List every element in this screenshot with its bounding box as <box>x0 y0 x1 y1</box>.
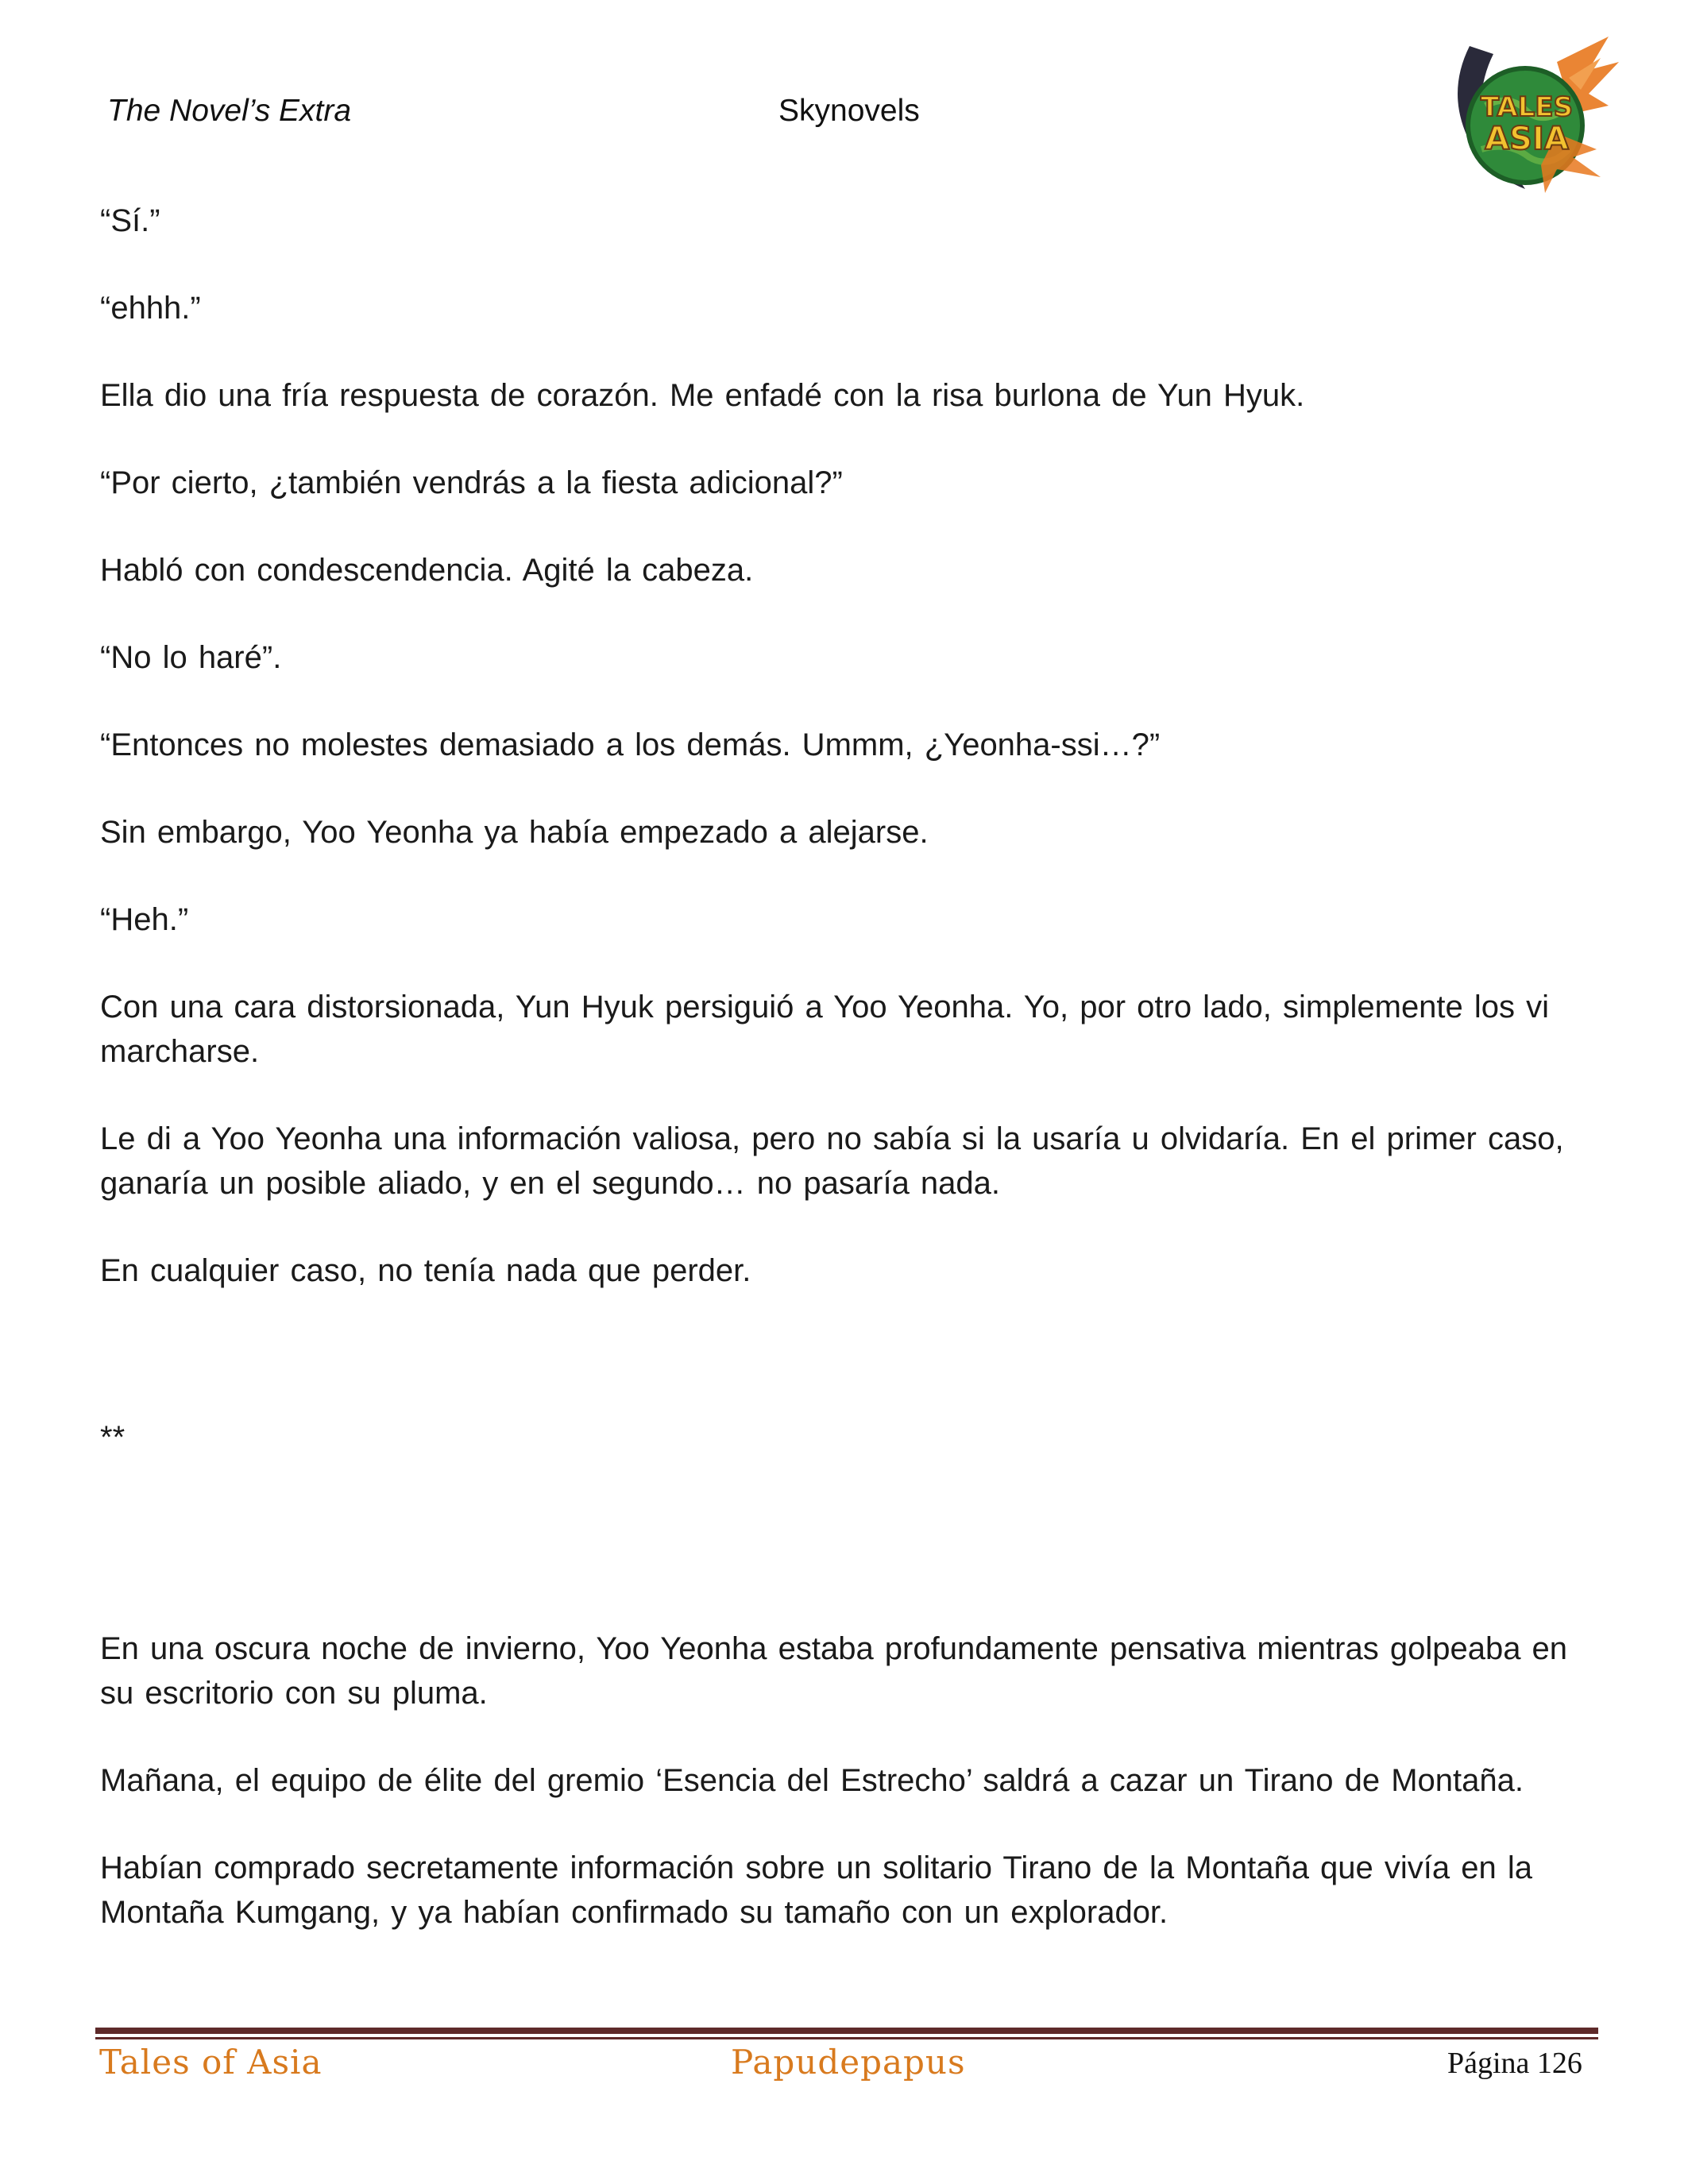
paragraph: “Por cierto, ¿también vendrás a la fiesta adicional?” <box>100 465 843 500</box>
paragraph: Ella dio una fría respuesta de corazón. Me enfadé con la risa burlona de Yun Hyuk. <box>100 378 1305 413</box>
paragraph: “ehhh.” <box>100 291 201 326</box>
paragraph: Habló con condescendencia. Agité la cabeza. <box>100 553 754 588</box>
paragraph: “Heh.” <box>100 902 189 937</box>
scene-separator: ** <box>100 1420 126 1455</box>
footer-divider <box>95 2028 1598 2034</box>
footer-translator: Papudepapus <box>731 2043 966 2082</box>
footer-group-name: Tales of Asia <box>99 2043 323 2082</box>
paragraph: En cualquier caso, no tenía nada que perder. <box>100 1253 751 1288</box>
tales-of-asia-logo <box>1438 30 1620 201</box>
paragraph: “Entonces no molestes demasiado a los demás. Ummm, ¿Yeonha-ssi…?” <box>100 727 1161 762</box>
paragraph: Mañana, el equipo de élite del gremio ‘Esencia del Estrecho’ saldrá a cazar un Tirano de Montaña. <box>100 1763 1524 1798</box>
paragraph: “No lo haré”. <box>100 640 282 675</box>
header-site-name: Skynovels <box>778 94 920 128</box>
header-book-title: The Novel’s Extra <box>107 94 352 128</box>
paragraph: “Sí.” <box>100 203 160 238</box>
chapter-body <box>100 199 1593 1978</box>
footer-divider-thin <box>95 2037 1598 2039</box>
paragraph: Sin embargo, Yoo Yeonha ya había empezado a alejarse. <box>100 815 929 850</box>
paragraph: Le di a Yoo Yeonha una información valiosa, pero no sabía si la usaría u olvidaría. En el primer caso, ganaría un posible aliado, y en el segundo… no pasaría nada. <box>100 1121 1564 1201</box>
paragraph: En una oscura noche de invierno, Yoo Yeonha estaba profundamente pensativa mientras golpeaba en su escritorio con su pluma. <box>100 1631 1568 1711</box>
svg-text:TALES: TALES <box>1480 91 1574 123</box>
page-number: Página 126 <box>1447 2047 1582 2080</box>
svg-text:ASIA: ASIA <box>1485 121 1569 157</box>
paragraph: Habían comprado secretamente información sobre un solitario Tirano de la Montaña que vivía en la Montaña Kumgang, y ya habían confirmado su tamaño con un explorador. <box>100 1850 1532 1930</box>
paragraph: Con una cara distorsionada, Yun Hyuk persiguió a Yoo Yeonha. Yo, por otro lado, simplemente los vi marcharse. <box>100 990 1550 1069</box>
